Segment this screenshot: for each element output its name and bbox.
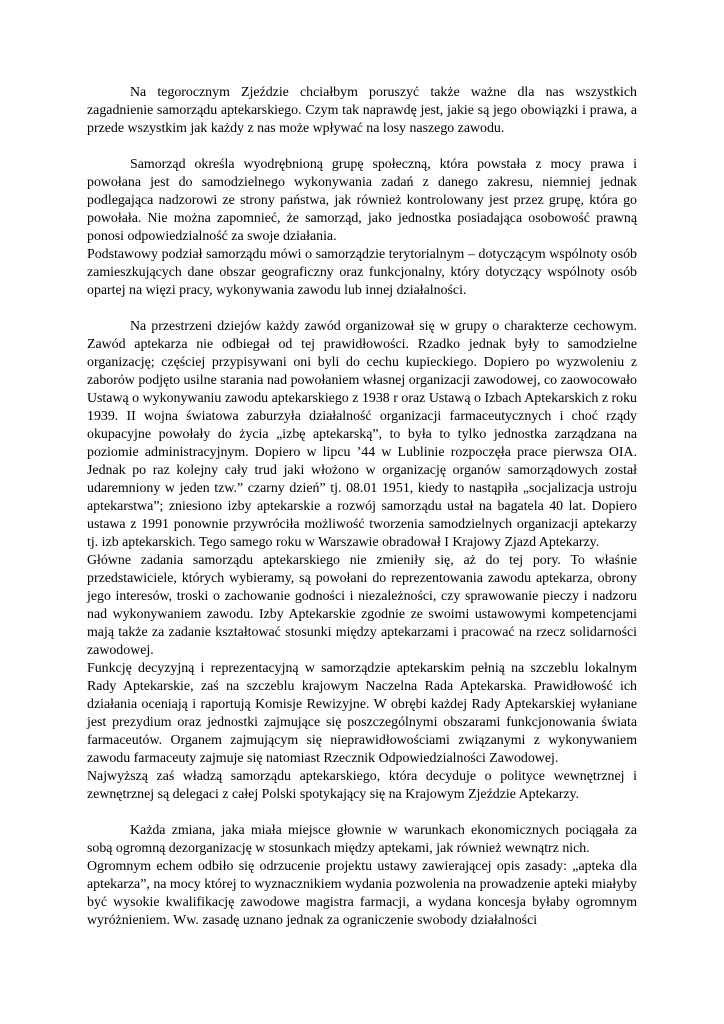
paragraph-changes: Każda zmiana, jaka miała miejsce głownie w warunkach ekonomicznych pociągała za sobą ogromną dezorganizację w stosunkach między aptekami, jak również wewnątrz nich.: [87, 823, 637, 856]
paragraph-history: Na przestrzeni dziejów każdy zawód organizował się w grupy o charakterze cechowym. Zawód aptekarza nie odbiegał od tej prawidłowości. Rzadko jednak były to samodzielne organizację; częściej przypisywani oni byli do cechu kupieckiego. Dopiero po wyzwoleniu z zaborów podjęto usilne starania nad powołaniem własnej organizacji zawodowej, co zaowocowało Ustawą o wykonywaniu zawodu aptekarskiego z 1938 r oraz Ustawą o Izbach Aptekarskich z roku 1939. II wojna światowa zaburzyła działalność organizacji farmaceutycznych i choć rządy okupacyjne powołały do życia „izbę aptekarską”, to była to tylko jednostka zarządzana na poziomie administracyjnym. Dopiero w lipcu ’44 w Lublinie rozpoczęła prace pierwsza OIA. Jednak po raz kolejny cały trud jaki włożono w organizację organów samorządowych został udaremniony w jeden tzw.” czarny dzień” tj. 08.01 1951, kiedy to nastąpiła „socjalizacja ustroju aptekarstwa”; zniesiono izby aptekarskie a rozwój samorządu ustał na bagatela 40 lat. Dopiero ustawa z 1991 ponownie przywróciła możliwość tworzenia samodzielnych organizacji aptekarzy tj. izb aptekarskich. Tego samego roku w Warszawie obradował I Krajowy Zjazd Aptekarzy.: [87, 319, 637, 550]
document-page: [87, 84, 637, 930]
paragraph-echo: Ogromnym echem odbiło się odrzucenie projektu ustawy zawierającej opis zasady: „apteka dla aptekarza”, na mocy której to wyznacznikiem wydania pozwolenia na prowadzenie apteki miałyby być wysokie kwalifikację zawodowe magistra farmacji, a wydana koncesja byłaby ogromnym wyróżnieniem. Ww. zasadę uznano jednak za ograniczenie swobody działalności: [87, 859, 637, 928]
paragraph-intro: Na tegorocznym Zjeździe chciałbym poruszyć także ważne dla nas wszystkich zagadnienie samorządu aptekarskiego. Czym tak naprawdę jest, jakie są jego obowiązki i prawa, a przede wszystkim jak każdy z nas może wpływać na losy naszego zawodu.: [87, 85, 637, 136]
paragraph-definition: Samorząd określa wyodrębnioną grupę społeczną, która powstała z mocy prawa i powołana jest do samodzielnego wykonywania zadań z danego zakresu, niemniej jednak podlegająca nadzorowi ze strony państwa, jak również kontrolowany jest przez grupę, która go powołała. Nie można zapomnieć, że samorząd, jako jednostka posiadająca osobowość prawną ponosi odpowiedzialność za swoje działania.: [87, 157, 637, 244]
paragraph-highest-authority: Najwyższą zaś władzą samorządu aptekarskiego, która decyduje o polityce wewnętrznej i zewnętrznej są delegaci z całej Polski spotykający się na Krajowym Zjeździe Aptekarzy.: [87, 769, 637, 802]
paragraph-division: Podstawowy podział samorządu mówi o samorządzie terytorialnym – dotyczącym wspólnoty osób zamieszkujących dane obszar geograficzny oraz funkcjonalny, który dotyczący wspólnoty osób opartej na więzi pracy, wykonywania zawodu lub innej działalności.: [87, 247, 637, 298]
paragraph-functions: Funkcję decyzyjną i reprezentacyjną w samorządzie aptekarskim pełnią na szczeblu lokalnym Rady Aptekarskie, zaś na szczeblu krajowym Naczelna Rada Aptekarska. Prawidłowość ich działania oceniają i raportują Komisje Rewizyjne. W obrębi każdej Rady Aptekarskiej wyłaniane jest prezydium oraz jednostki zajmujące się poszczególnymi obszarami funkcjonowania świata farmaceutów. Organem zajmującym się nieprawidłowościami związanymi z wykonywaniem zawodu farmaceuty zajmuje się natomiast Rzecznik Odpowiedzialności Zawodowej.: [87, 661, 637, 766]
paragraph-main-tasks: Główne zadania samorządu aptekarskiego nie zmieniły się, aż do tej pory. To właśnie przedstawiciele, których wybieramy, są powołani do reprezentowania zawodu aptekarza, obrony jego interesów, troski o zachowanie godności i niezależności, czy sprawowanie pieczy i nadzoru nad wykonywaniem zawodu. Izby Aptekarskie zgodnie ze swoimi ustawowymi kompetencjami mają także za zadanie kształtować stosunki między aptekarzami i pracować na rzecz solidarności zawodowej.: [87, 553, 637, 658]
